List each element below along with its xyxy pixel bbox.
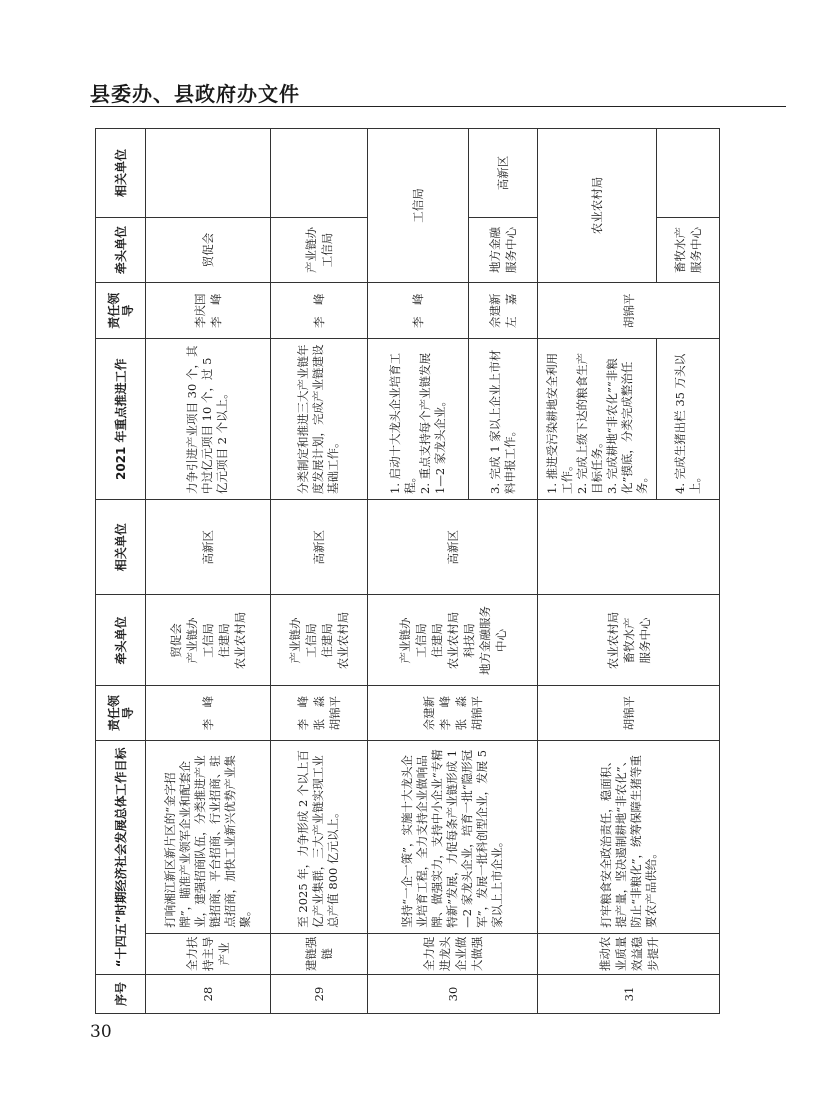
leader-name: 李庆国	[192, 293, 207, 329]
page-number: 30	[90, 1022, 112, 1042]
row-related-2	[656, 129, 719, 218]
row-leaders	[270, 686, 367, 740]
lead-unit: 工信局	[413, 623, 428, 658]
row-task: 1. 启动十大龙头企业培育工程。	[387, 352, 417, 494]
header-work-2021: 2021 年重点推进工作	[96, 339, 146, 500]
row-task: 2. 完成上级下达的粮食生产目标任务。	[574, 352, 604, 494]
row-lead-units	[270, 595, 367, 686]
header-leader: 责任领导	[96, 686, 146, 740]
row-leaders-2	[468, 283, 538, 339]
row-lead-units-2	[270, 218, 367, 283]
lead-unit: 工信局	[303, 623, 318, 658]
row-title: 建链强链	[270, 933, 367, 974]
row-title: 推动农业质量效益稳步提升	[538, 933, 720, 974]
lead-unit: 服务中心	[688, 227, 703, 274]
leader-name: 胡锦平	[621, 293, 636, 329]
lead-unit: 农业农村局	[335, 611, 350, 670]
row-leaders-2	[270, 283, 367, 339]
leader-name: 张 淼	[311, 695, 326, 731]
row-leaders	[538, 686, 720, 740]
document-header: 县委办、县政府办文件	[90, 82, 300, 106]
table-row	[146, 129, 271, 1014]
header-lead-unit: 牵头单位	[96, 595, 146, 686]
row-related-2: 高新区	[468, 129, 538, 218]
leader-name: 胡锦平	[621, 695, 636, 731]
table-row	[367, 129, 468, 1014]
leader-name: 李 峰	[311, 293, 326, 329]
row-seq: 29	[270, 974, 367, 1013]
row-lead-units-2	[468, 218, 538, 283]
row-related: 高新区	[146, 499, 271, 594]
lead-unit: 产业链办	[184, 617, 199, 664]
row-related-2	[270, 129, 367, 218]
row-lead-unit-2: 贸促会	[146, 218, 271, 283]
lead-unit: 服务中心	[637, 617, 652, 664]
lead-unit: 住建局	[429, 623, 444, 658]
row-lead-units	[367, 595, 538, 686]
header-rule	[90, 106, 786, 107]
row-leaders-2	[367, 283, 468, 339]
row-task: 1. 推进受污染耕地安全利用工作。	[544, 352, 574, 494]
header-seq: 序号	[96, 974, 146, 1013]
header-related: 相关单位	[96, 499, 146, 594]
leader-name: 胡锦平	[469, 695, 484, 731]
lead-unit: 科技局	[461, 623, 476, 658]
row-goal: 坚持“一企一策”，实施十大龙头企业培育工程，全力支持企业做响品牌、做强实力，支持中小企业“专精特新”发展，力促每条产业链形成 1—2 家龙头企业，培育一批“隐形冠军”，发展一批科创型企业，发展 5 家以上上市企业。	[367, 740, 538, 933]
lead-unit: 住建局	[216, 623, 231, 658]
leader-name: 佘建新	[488, 293, 503, 329]
row-task-group-a	[367, 339, 468, 500]
lead-unit: 工信局	[200, 623, 215, 658]
header-goal: “十四五”时期经济社会发展总体工作目标	[96, 740, 146, 974]
leader-name: 胡锦平	[327, 695, 342, 731]
leader-name: 左 嘉	[504, 293, 519, 329]
lead-unit: 工信局	[319, 232, 334, 268]
row-goal: 打响湘江新区新片区的“金字招牌”，瞄准产业领军企业和配套企业，建强招商队伍，分类推进产业链招商、平台招商、行业招商、驻点招商，加快工业新兴优势产业集聚。	[146, 740, 271, 933]
row-lead-units	[146, 595, 271, 686]
row-task: 3. 完成耕地“非农化”“非粮化”摸底，分类完成整治任务。	[604, 358, 649, 494]
row-lead-units-2	[656, 218, 719, 283]
leader-name: 张 淼	[453, 695, 468, 731]
row-leaders	[146, 686, 271, 740]
row-task: 2. 重点支持每个产业链发展 1—2 家龙头企业。	[417, 352, 447, 494]
table-header-row	[96, 129, 146, 1014]
lead-unit: 畜牧水产	[672, 227, 687, 274]
lead-unit: 产业链办	[303, 227, 318, 274]
row-title: 全力促进龙头企业做大做强	[367, 933, 538, 974]
rotated-table-page	[95, 128, 720, 1014]
leader-name: 李 峰	[200, 695, 215, 731]
goals-table	[95, 128, 720, 1014]
header-leader-2: 责任领导	[96, 283, 146, 339]
row-leaders-2	[538, 283, 720, 339]
row-title: 全力扶持主导产业	[146, 933, 271, 974]
lead-unit: 农业农村局	[605, 611, 620, 670]
row-lead-unit-2: 工信局	[367, 129, 468, 283]
row-lead-units	[538, 595, 720, 686]
lead-unit: 畜牧水产	[621, 617, 636, 664]
lead-unit: 服务中心	[504, 227, 519, 274]
row-related: 高新区	[270, 499, 367, 594]
row-task: 3. 完成 1 家以上企业上市材料申报工作。	[468, 339, 538, 500]
lead-unit: 农业农村局	[232, 611, 247, 670]
row-related	[538, 499, 720, 594]
row-leaders	[367, 686, 538, 740]
row-task: 分类制定和推进三大产业链年度发展计划，完成产业链建设基础工作。	[270, 339, 367, 500]
leader-name: 李 峰	[208, 293, 223, 329]
header-lead-unit-2: 牵头单位	[96, 218, 146, 283]
lead-unit: 地方金融	[488, 227, 503, 274]
row-task-group-a	[538, 339, 656, 500]
lead-unit: 住建局	[319, 623, 334, 658]
row-goal: 至 2025 年，力争形成 2 个以上百亿产业集群，三大产业链实现工业总产值 800 亿元以上。	[270, 740, 367, 933]
row-related-2	[146, 129, 271, 218]
table-row	[538, 129, 656, 1014]
lead-unit: 农业农村局	[445, 611, 460, 670]
row-seq: 28	[146, 974, 271, 1013]
row-seq: 31	[538, 974, 720, 1013]
row-goal: 打牢粮食安全政治责任，稳面积、提产量，坚决遏制耕地“非农化”、防止“非粮化”，统筹保障生猪等重要农产品供给。	[538, 740, 720, 933]
table-row	[270, 129, 367, 1014]
header-related-2: 相关单位	[96, 129, 146, 218]
leader-name: 李 峰	[410, 293, 425, 329]
row-related: 高新区	[367, 499, 538, 594]
lead-unit: 贸促会	[168, 623, 183, 658]
lead-unit: 地方金融服务中心	[477, 605, 508, 675]
row-seq: 30	[367, 974, 538, 1013]
leader-name: 李 峰	[295, 695, 310, 731]
row-task: 4. 完成生猪出栏 35 万头以上。	[656, 339, 719, 500]
lead-unit: 产业链办	[397, 617, 412, 664]
leader-name: 李 峰	[437, 695, 452, 731]
leader-name: 佘建新	[421, 695, 436, 731]
row-task: 力争引进产业项目 30 个，其中过亿元项目 10 个，过 5 亿元项目 2 个以上。	[146, 339, 271, 500]
lead-unit: 产业链办	[287, 617, 302, 664]
row-lead-unit-2: 农业农村局	[538, 129, 656, 283]
row-leaders-2	[146, 283, 271, 339]
